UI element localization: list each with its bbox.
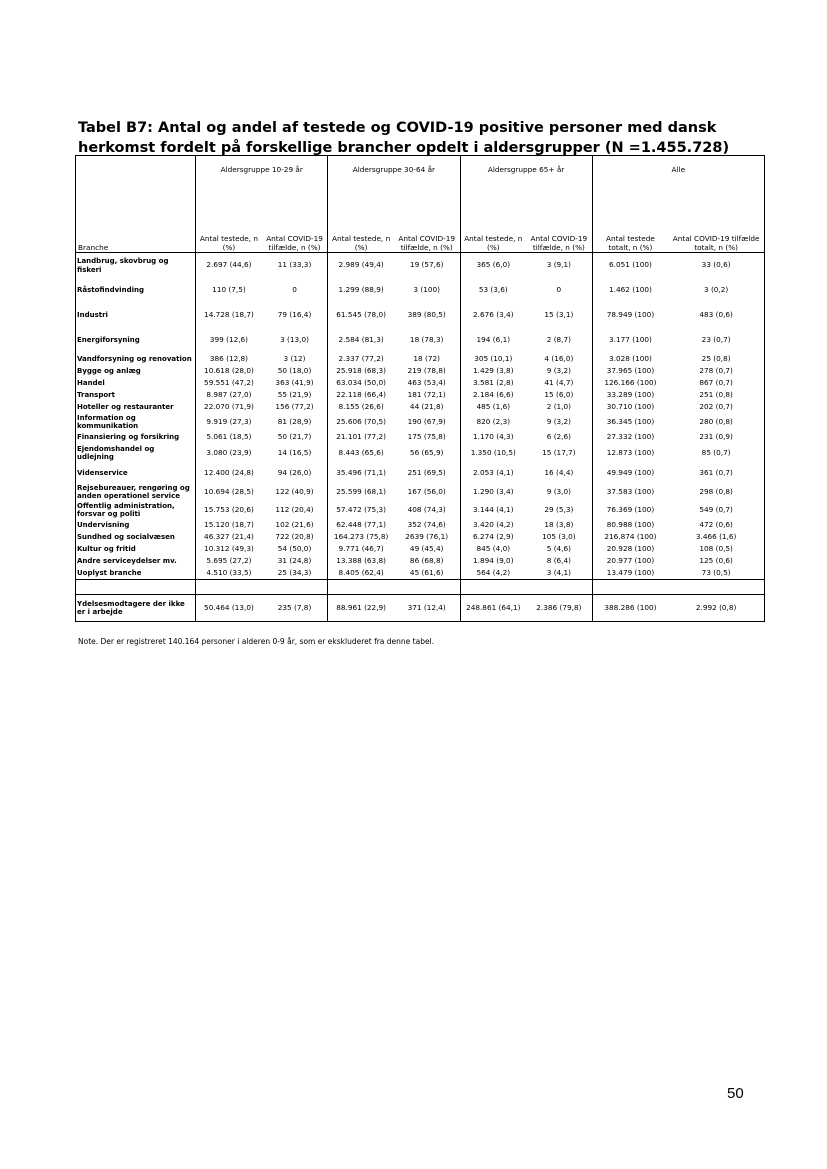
column-header-tested: Antal testede, n (%) [460, 214, 526, 253]
spacer-cell [394, 580, 460, 595]
table-cell: 156 (77,2) [262, 401, 328, 413]
table-cell: 3 (13,0) [262, 328, 328, 353]
row-label: Information og kommunikation [76, 413, 196, 431]
data-table [75, 155, 765, 622]
table-cell: 10.312 (49,3) [204, 543, 254, 553]
table-cell: 110 (7,5) [212, 285, 246, 295]
table-cell: 122 (40,9) [262, 483, 328, 501]
group-header-65plus: Aldersgruppe 65+ år [460, 156, 592, 215]
table-cell: 80.988 (100) [606, 519, 655, 529]
table-cell: 181 (72,1) [394, 389, 460, 401]
table-cell: 2.992 (0,8) [668, 595, 764, 622]
row-label: Uoplyst branche [76, 567, 196, 580]
table-cell: 3.420 (4,2) [473, 519, 514, 529]
table-row [76, 501, 765, 519]
table-cell: 79 (16,4) [262, 303, 328, 328]
table-cell: 3.466 (1,6) [668, 531, 764, 543]
table-cell: 164.273 (75,8) [333, 531, 389, 541]
table-cell: 45 (61,6) [394, 567, 460, 580]
table-cell: 53 (3,6) [478, 285, 508, 295]
table-cell: 41 (4,7) [526, 377, 592, 389]
column-header-covid: Antal COVID-19 tilfælde, n (%) [262, 214, 328, 253]
table-row [76, 595, 765, 622]
table-cell: 2.676 (3,4) [473, 310, 514, 320]
table-row [76, 303, 765, 328]
table-cell: 820 (2,3) [476, 416, 511, 426]
spacer-cell [328, 580, 394, 595]
table-cell: 15 (17,7) [526, 443, 592, 463]
table-cell: 2.697 (44,6) [206, 260, 252, 270]
table-title: Tabel B7: Antal og andel af testede og COVID-19 positive personer med dansk herkomst fordelt på forskellige brancher opdelt i aldersgrupper (N =1.455.728) [78, 120, 730, 156]
row-label: Rejsebureauer, rengøring og anden operationel service [76, 483, 196, 501]
row-label: Offentlig administration, forsvar og politi [76, 501, 196, 519]
table-note: Note. Der er registreret 140.164 personer i alderen 0-9 år, som er ekskluderet fra denne tabel. [78, 637, 435, 646]
table-cell: 363 (41,9) [262, 377, 328, 389]
table-cell: 36.345 (100) [606, 416, 655, 426]
table-cell: 386 (12,8) [209, 353, 249, 363]
column-header-tested: Antal testede, n (%) [328, 214, 394, 253]
table-cell: 463 (53,4) [394, 377, 460, 389]
column-header-all-covid: Antal COVID-19 tilfælde totalt, n (%) [668, 214, 764, 253]
row-label: Industri [76, 303, 196, 328]
table-cell: 8.155 (26,6) [338, 401, 384, 411]
table-row [76, 431, 765, 443]
table-cell: 722 (20,8) [262, 531, 328, 543]
table-row [76, 483, 765, 501]
group-header-10-29: Aldersgruppe 10-29 år [196, 156, 328, 215]
table-cell: 3.177 (100) [609, 335, 652, 345]
table-cell: 10.618 (28,0) [204, 365, 254, 375]
table-cell: 112 (20,4) [262, 501, 328, 519]
table-cell: 388.286 (100) [592, 595, 668, 622]
row-label: Sundhed og socialvæsen [76, 531, 196, 543]
table-cell: 94 (26,0) [262, 463, 328, 483]
spacer-cell [526, 580, 592, 595]
table-row [76, 567, 765, 580]
table-cell: 2.337 (77,2) [338, 353, 384, 363]
table-cell: 298 (0,8) [668, 483, 764, 501]
table-cell: 55 (21,9) [262, 389, 328, 401]
table-row [76, 519, 765, 531]
table-cell: 20.977 (100) [606, 555, 655, 565]
table-cell: 88.961 (22,9) [328, 595, 394, 622]
table-row [76, 353, 765, 365]
table-cell: 2.184 (6,6) [473, 389, 514, 399]
row-label: Vandforsyning og renovation [76, 353, 196, 365]
row-label: Råstofindvinding [76, 278, 196, 303]
table-cell: 29 (5,3) [526, 501, 592, 519]
spacer-cell [76, 580, 196, 595]
table-cell: 3 (0,2) [668, 278, 764, 303]
table-cell: 219 (78,8) [394, 365, 460, 377]
table-cell: 1.894 (9,0) [473, 555, 514, 565]
table-cell: 25.599 (68,1) [336, 486, 387, 496]
table-cell: 389 (80,5) [394, 303, 460, 328]
table-cell: 6 (2,6) [526, 431, 592, 443]
table-cell: 125 (0,6) [668, 555, 764, 567]
table-row [76, 531, 765, 543]
table-cell: 37.583 (100) [606, 486, 655, 496]
table-cell: 5 (4,6) [526, 543, 592, 555]
table-cell: 2.584 (81,3) [338, 335, 384, 345]
table-cell: 2.386 (79,8) [526, 595, 592, 622]
table-cell: 49.949 (100) [606, 467, 655, 477]
table-cell: 18 (3,8) [526, 519, 592, 531]
row-label: Bygge og anlæg [76, 365, 196, 377]
table-cell: 54 (50,0) [262, 543, 328, 555]
column-header-branche: Branche [76, 214, 196, 253]
table-row [76, 463, 765, 483]
table-cell: 81 (28,9) [262, 413, 328, 431]
table-cell: 231 (0,9) [668, 431, 764, 443]
spacer-row [76, 580, 765, 595]
table-cell: 408 (74,3) [394, 501, 460, 519]
table-cell: 18 (72) [394, 353, 460, 365]
table-cell: 175 (75,8) [394, 431, 460, 443]
table-cell: 44 (21,8) [394, 401, 460, 413]
table-cell: 8.987 (27,0) [206, 389, 252, 399]
column-header-tested: Antal testede, n (%) [196, 214, 262, 253]
table-cell: 485 (1,6) [476, 401, 511, 411]
table-cell: 15 (6,0) [526, 389, 592, 401]
table-row [76, 278, 765, 303]
table-cell: 19 (57,6) [394, 253, 460, 279]
table-cell: 1.350 (10,5) [470, 447, 516, 457]
table-cell: 86 (68,8) [394, 555, 460, 567]
table-cell: 278 (0,7) [668, 365, 764, 377]
table-cell: 251 (0,8) [668, 389, 764, 401]
table-cell: 105 (3,0) [526, 531, 592, 543]
table-cell: 30.710 (100) [606, 401, 655, 411]
table-cell: 549 (0,7) [668, 501, 764, 519]
column-header-covid: Antal COVID-19 tilfælde, n (%) [526, 214, 592, 253]
table-row [76, 555, 765, 567]
table-cell: 10.694 (28,5) [204, 486, 254, 496]
table-cell: 3 (4,1) [526, 567, 592, 580]
table-cell: 280 (0,8) [668, 413, 764, 431]
table-cell: 9.771 (46,7) [338, 543, 384, 553]
table-cell: 216.874 (100) [604, 531, 657, 541]
table-cell: 399 (12,6) [209, 335, 249, 345]
table-cell: 50 (18,0) [262, 365, 328, 377]
table-cell: 25 (0,8) [668, 353, 764, 365]
table-cell: 12.400 (24,8) [204, 467, 254, 477]
table-cell: 9.919 (27,3) [206, 416, 252, 426]
table-cell: 9 (3,0) [526, 483, 592, 501]
table-cell: 25 (34,3) [262, 567, 328, 580]
table-cell: 202 (0,7) [668, 401, 764, 413]
table-cell: 3.028 (100) [609, 353, 652, 363]
table-cell: 50 (21,7) [262, 431, 328, 443]
table-cell: 2 (1,0) [526, 401, 592, 413]
table-cell: 6.274 (2,9) [473, 531, 514, 541]
table-cell: 46.327 (21,4) [204, 531, 254, 541]
table-cell: 194 (6,1) [476, 335, 511, 345]
table-cell: 73 (0,5) [668, 567, 764, 580]
table-cell: 22.118 (66,4) [336, 389, 387, 399]
table-cell: 31 (24,8) [262, 555, 328, 567]
table-cell: 11 (33,3) [262, 253, 328, 279]
table-cell: 9 (3,2) [526, 365, 592, 377]
header-empty [76, 156, 196, 215]
row-label: Hoteller og restauranter [76, 401, 196, 413]
table-cell: 2 (8,7) [526, 328, 592, 353]
row-label: Ydelsesmodtagere der ikke er i arbejde [76, 595, 196, 622]
table-cell: 37.965 (100) [606, 365, 655, 375]
table-cell: 3.144 (4,1) [473, 504, 514, 514]
table-cell: 2.989 (49,4) [338, 260, 384, 270]
table-cell: 25.606 (70,5) [336, 416, 387, 426]
row-label: Landbrug, skovbrug og fiskeri [76, 253, 196, 279]
table-cell: 50.464 (13,0) [196, 595, 262, 622]
table-cell: 23 (0,7) [668, 328, 764, 353]
table-cell: 3 (12) [262, 353, 328, 365]
table-cell: 57.472 (75,3) [336, 504, 387, 514]
table-row [76, 365, 765, 377]
table-row [76, 443, 765, 463]
table-cell: 8.443 (65,6) [338, 447, 384, 457]
table-row [76, 401, 765, 413]
table-cell: 2.053 (4,1) [473, 467, 514, 477]
spacer-cell [460, 580, 526, 595]
table-cell: 867 (0,7) [668, 377, 764, 389]
table-cell: 35.496 (71,1) [336, 467, 387, 477]
table-cell: 25.918 (68,3) [336, 365, 387, 375]
row-label: Handel [76, 377, 196, 389]
table-cell: 8.405 (62,4) [328, 567, 394, 580]
table-cell: 251 (69,5) [394, 463, 460, 483]
table-cell: 4.510 (33,5) [196, 567, 262, 580]
table-cell: 3.581 (2,8) [473, 377, 514, 387]
table-cell: 3 (100) [394, 278, 460, 303]
table-cell: 190 (67,9) [394, 413, 460, 431]
table-cell: 14 (16,5) [262, 443, 328, 463]
table-cell: 2639 (76,1) [394, 531, 460, 543]
table-cell: 235 (7,8) [262, 595, 328, 622]
table-cell: 1.429 (3,8) [473, 365, 514, 375]
page-number: 50 [727, 1085, 744, 1102]
table-cell: 361 (0,7) [668, 463, 764, 483]
table-cell: 1.462 (100) [609, 285, 652, 295]
table-row [76, 377, 765, 389]
row-label: Andre serviceydelser mv. [76, 555, 196, 567]
table-row [76, 543, 765, 555]
table-row [76, 328, 765, 353]
table-cell: 20.928 (100) [606, 543, 655, 553]
table-cell: 61.545 (78,0) [336, 310, 387, 320]
table-cell: 305 (10,1) [474, 353, 513, 363]
table-cell: 14.728 (18,7) [204, 310, 254, 320]
row-label: Kultur og fritid [76, 543, 196, 555]
table-cell: 845 (4,0) [476, 543, 511, 553]
table-cell: 15.120 (18,7) [204, 519, 254, 529]
table-cell: 56 (65,9) [394, 443, 460, 463]
table-cell: 33.289 (100) [606, 389, 655, 399]
spacer-cell [262, 580, 328, 595]
row-label: Videnservice [76, 463, 196, 483]
table-cell: 78.949 (100) [606, 310, 655, 320]
table-cell: 483 (0,6) [668, 303, 764, 328]
table-cell: 62.448 (77,1) [336, 519, 387, 529]
table-cell: 27.332 (100) [606, 431, 655, 441]
table-cell: 1.290 (3,4) [473, 486, 514, 496]
table-body [76, 253, 765, 622]
row-label: Energiforsyning [76, 328, 196, 353]
table-cell: 63.034 (50,0) [336, 377, 387, 387]
table-cell: 13.479 (100) [592, 567, 668, 580]
table-cell: 33 (0,6) [668, 253, 764, 279]
table-cell: 16 (4,4) [526, 463, 592, 483]
table-cell: 0 [262, 278, 328, 303]
table-cell: 1.170 (4,3) [473, 431, 514, 441]
table-cell: 13.388 (63,8) [336, 555, 387, 565]
table-cell: 108 (0,5) [668, 543, 764, 555]
table-cell: 6.051 (100) [609, 260, 652, 270]
spacer-cell [196, 580, 262, 595]
row-label: Undervisning [76, 519, 196, 531]
table-cell: 18 (78,3) [394, 328, 460, 353]
spacer-cell [592, 580, 668, 595]
table-cell: 352 (74,6) [394, 519, 460, 531]
table-cell: 76.369 (100) [606, 504, 655, 514]
table-cell: 126.166 (100) [604, 377, 657, 387]
table-cell: 371 (12,4) [394, 595, 460, 622]
table-cell: 365 (6,0) [476, 260, 511, 270]
table-cell: 59.551 (47,2) [204, 377, 254, 387]
row-label: Transport [76, 389, 196, 401]
table-cell: 102 (21,6) [262, 519, 328, 531]
table-cell: 49 (45,4) [394, 543, 460, 555]
table-cell: 3.080 (23,9) [206, 447, 252, 457]
table-cell: 564 (4,2) [460, 567, 526, 580]
table-cell: 22.070 (71,9) [204, 401, 254, 411]
table-cell: 9 (3,2) [526, 413, 592, 431]
row-label: Finansiering og forsikring [76, 431, 196, 443]
table-row [76, 413, 765, 431]
table-container [75, 155, 765, 622]
table-cell: 1.299 (88,9) [338, 285, 384, 295]
group-header-30-64: Aldersgruppe 30-64 år [328, 156, 460, 215]
table-cell: 5.061 (18,5) [206, 431, 252, 441]
table-cell: 12.873 (100) [606, 447, 655, 457]
table-row [76, 253, 765, 279]
table-cell: 167 (56,0) [394, 483, 460, 501]
table-cell: 4 (16,0) [526, 353, 592, 365]
table-cell: 15 (3,1) [526, 303, 592, 328]
table-cell: 248.861 (64,1) [460, 595, 526, 622]
table-cell: 472 (0,6) [668, 519, 764, 531]
table-cell: 5.695 (27,2) [206, 555, 252, 565]
group-header-all: Alle [592, 156, 764, 215]
table-cell: 0 [526, 278, 592, 303]
row-label: Ejendomshandel og udlejning [76, 443, 196, 463]
column-header-all-tested: Antal testede totalt, n (%) [592, 214, 668, 253]
table-cell: 85 (0,7) [668, 443, 764, 463]
column-header-covid: Antal COVID-19 tilfælde, n (%) [394, 214, 460, 253]
table-cell: 3 (9,1) [526, 253, 592, 279]
table-cell: 21.101 (77,2) [336, 431, 387, 441]
table-row [76, 389, 765, 401]
table-cell: 15.753 (20,6) [204, 504, 254, 514]
table-cell: 8 (6,4) [526, 555, 592, 567]
spacer-cell [668, 580, 764, 595]
